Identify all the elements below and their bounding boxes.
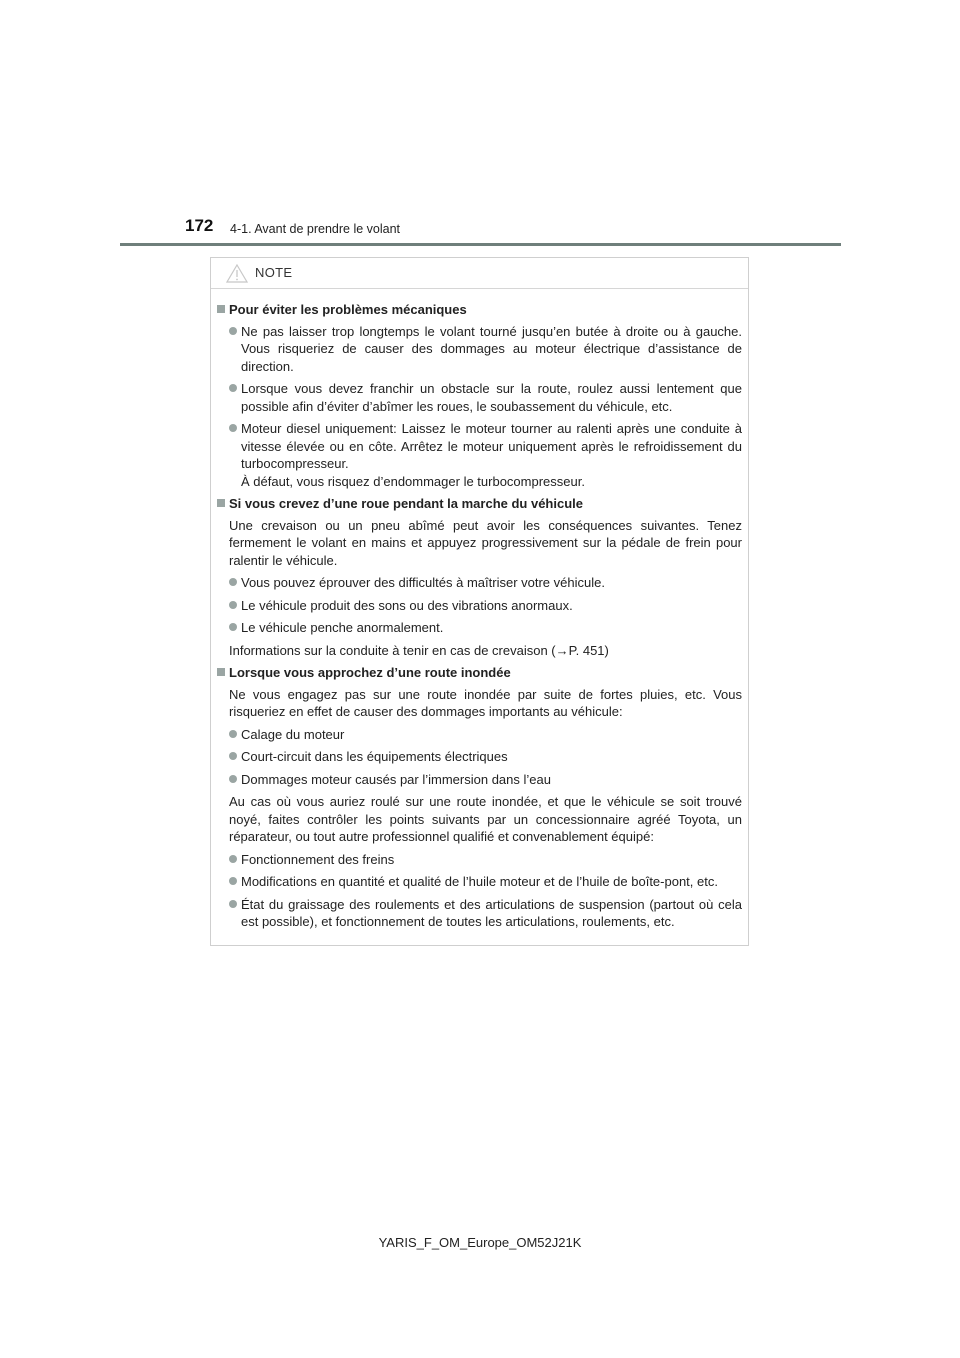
heading-text: Pour éviter les problèmes mécaniques	[229, 302, 467, 317]
list-item-text: Fonctionnement des freins	[241, 851, 395, 867]
paragraph	[217, 642, 742, 660]
arrow-right-icon: →	[555, 642, 569, 658]
circle-bullet-icon	[229, 601, 237, 609]
list-item-text: Calage du moteur	[241, 726, 345, 742]
section-title: 4-1. Avant de prendre le volant	[230, 222, 401, 236]
list-item	[217, 726, 742, 744]
circle-bullet-icon	[229, 752, 237, 760]
paragraph: Ne vous engagez pas sur une route inondée par suite de fortes pluies, etc. Vous risqueriez en effet de causer des dommages importants au véhicule:	[229, 686, 742, 719]
square-marker-icon	[217, 668, 225, 676]
circle-bullet-icon	[229, 424, 237, 432]
section-heading	[217, 664, 742, 682]
list-item-text: Dommages moteur causés par l’immersion dans l’eau	[241, 771, 551, 787]
warning-triangle-icon	[226, 264, 248, 283]
square-marker-icon	[217, 305, 225, 313]
list-item-text: Vous pouvez éprouver des difficultés à maîtriser votre véhicule.	[241, 575, 605, 590]
header-rule	[120, 243, 841, 246]
circle-bullet-icon	[229, 877, 237, 885]
document-code: YARIS_F_OM_Europe_OM52J21K	[378, 1235, 582, 1250]
paragraph: Au cas où vous auriez roulé sur une route inondée, et que le véhicule se soit trouvé noyé, faites contrôler les points suivants par un concessionnaire agréé Toyota, un réparateur, ou tout autre professionnel qualifié et convenablement équipé:	[229, 794, 742, 844]
circle-bullet-icon	[229, 578, 237, 586]
heading-text: Lorsque vous approchez d’une route inondée	[229, 665, 511, 680]
list-item	[217, 619, 742, 637]
list-item	[217, 873, 742, 891]
list-item	[217, 574, 742, 592]
section-heading	[217, 301, 742, 319]
list-item	[217, 597, 742, 615]
circle-bullet-icon	[229, 855, 237, 863]
heading-text: Si vous crevez d’une roue pendant la marche du véhicule	[229, 496, 583, 511]
list-item-text: Modifications en quantité et qualité de l’huile moteur et de l’huile de boîte-pont, etc.	[241, 874, 718, 889]
circle-bullet-icon	[229, 775, 237, 783]
circle-bullet-icon	[229, 327, 237, 335]
list-item-text: Ne pas laisser trop longtemps le volant tourné jusqu’en butée à droite ou à gauche. Vous risqueriez de causer des dommages au moteur électrique d’assistance de direction.	[241, 323, 742, 374]
list-item-text: Le véhicule penche anormalement.	[241, 620, 444, 635]
square-marker-icon	[217, 499, 225, 507]
list-item-text: Le véhicule produit des sons ou des vibrations anormaux.	[241, 597, 573, 613]
circle-bullet-icon	[229, 623, 237, 631]
paragraph: Une crevaison ou un pneu abîmé peut avoir les conséquences suivantes. Tenez fermement le volant en mains et appuyez progressivement sur la pédale de frein pour ralentir le véhicule.	[229, 517, 742, 568]
page-reference[interactable]: P. 451)	[568, 642, 609, 658]
section-heading	[217, 495, 742, 513]
circle-bullet-icon	[229, 384, 237, 392]
circle-bullet-icon	[229, 730, 237, 738]
note-header	[211, 258, 748, 289]
circle-bullet-icon	[229, 900, 237, 908]
list-item-text: Lorsque vous devez franchir un obstacle sur la route, roulez aussi lentement que possible afin d’éviter d’abîmer les roues, le soubassement du véhicule, etc.	[241, 381, 742, 414]
list-item	[217, 420, 742, 490]
info-text: Informations sur la conduite à tenir en cas de crevaison (	[229, 642, 556, 658]
list-item	[217, 896, 742, 931]
list-item	[217, 748, 742, 766]
list-item-text: Moteur diesel uniquement: Laissez le moteur tourner au ralenti après une conduite à vitesse élevée ou en côte. Arrêtez le moteur uniquement après le refroidissement du turbocompresseur.	[241, 421, 742, 471]
list-item-text: État du graissage des roulements et des articulations de suspension (partout où cela est possible), et fonctionnement de toutes les articulations, roulements, etc.	[241, 896, 742, 929]
list-item-extra: À défaut, vous risquez d’endommager le turbocompresseur.	[241, 473, 585, 489]
list-item	[217, 771, 742, 789]
note-label: NOTE	[255, 265, 293, 280]
list-item	[217, 380, 742, 415]
page-number: 172	[185, 216, 214, 235]
note-body	[211, 289, 748, 931]
note-box	[210, 257, 749, 946]
list-item	[217, 851, 742, 869]
list-item-text: Court-circuit dans les équipements électriques	[241, 749, 508, 764]
list-item	[217, 323, 742, 376]
